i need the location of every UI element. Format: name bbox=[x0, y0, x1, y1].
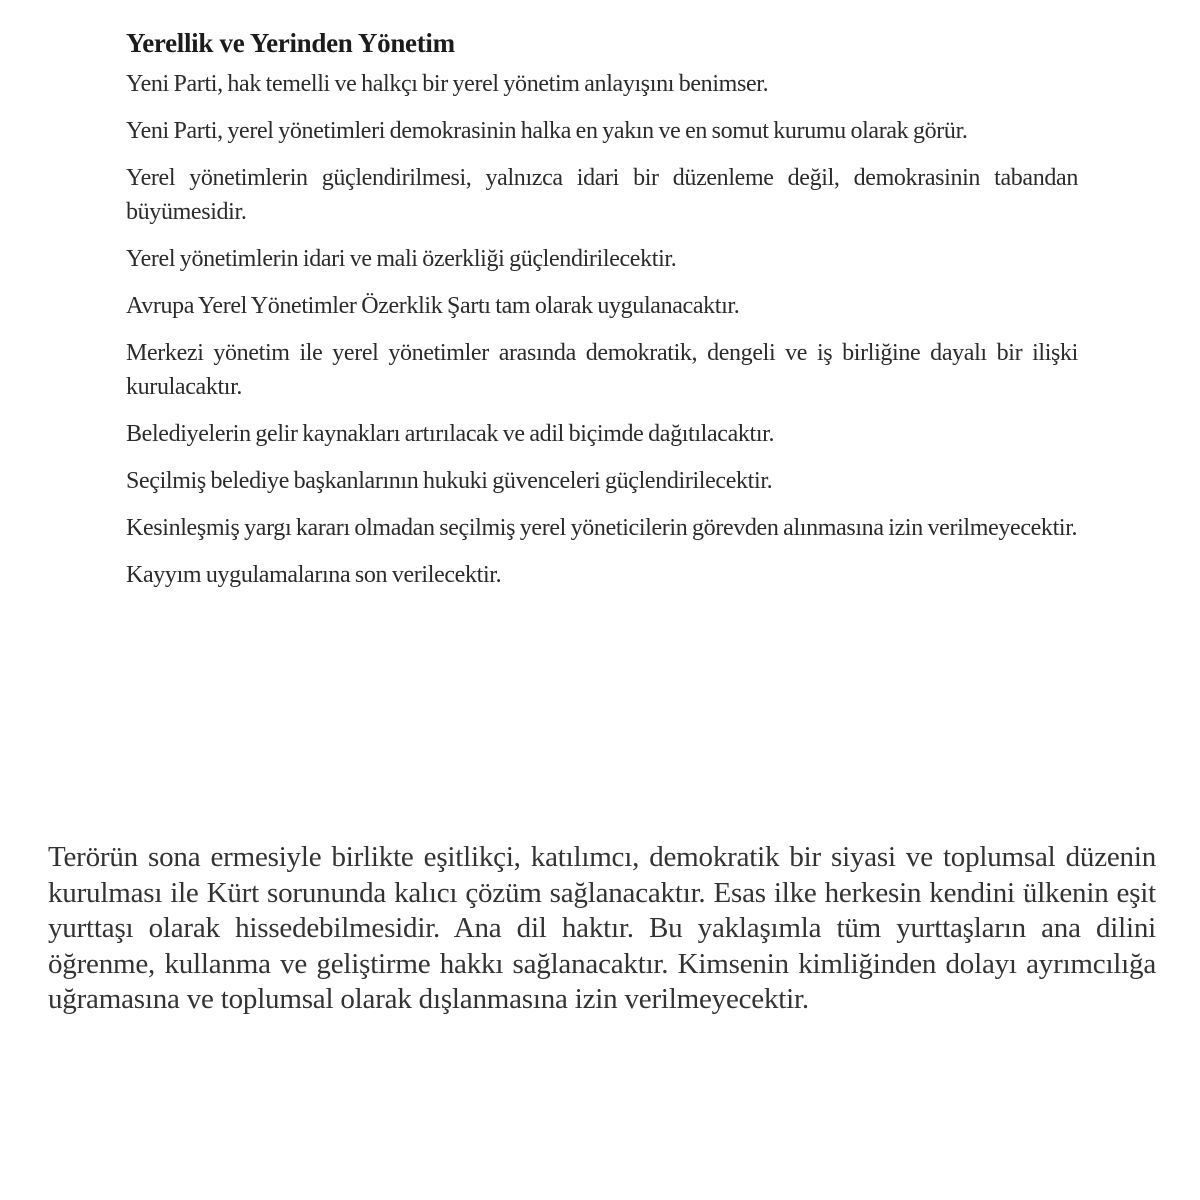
closing-paragraph: Terörün sona ermesiyle birlikte eşitlikçi, katılımcı, demokratik bir siyasi ve toplumsal düzenin kurulması ile Kürt sorununda kalıcı çözüm sağlanacaktır. Esas ilke herkesin kendini ülkenin eşit yurttaşı olarak hissedebilmesidir. Ana dil haktır. Bu yaklaşımla tüm yurttaşların ana dilini öğrenme, kullanma ve geliştirme hakkı sağlanacaktır. Kimsenin kimliğinden dolayı ayrımcılığa uğramasına ve toplumsal olarak dışlanmasına izin verilmeyecektir. bbox=[48, 841, 1156, 1015]
policy-section bbox=[126, 26, 1078, 605]
section-title: Yerellik ve Yerinden Yönetim bbox=[126, 28, 455, 58]
paragraph-8: Seçilmiş belediye başkanlarının hukuki güvenceleri güçlendirilecektir. bbox=[126, 468, 773, 494]
paragraph-1: Yeni Parti, hak temelli ve halkçı bir yerel yönetim anlayışını benimser. bbox=[126, 71, 769, 97]
paragraph-10: Kayyım uygulamalarına son verilecektir. bbox=[126, 562, 502, 588]
paragraph-4: Yerel yönetimlerin idari ve mali özerkliği güçlendirilecektir. bbox=[126, 246, 677, 272]
paragraph-9: Kesinleşmiş yargı kararı olmadan seçilmiş yerel yöneticilerin görevden alınmasına izin verilmeyecektir. bbox=[126, 515, 1078, 541]
paragraph-list bbox=[126, 67, 1078, 592]
paragraph-7: Belediyelerin gelir kaynakları artırılacak ve adil biçimde dağıtılacaktır. bbox=[126, 421, 775, 447]
paragraph-5: Avrupa Yerel Yönetimler Özerklik Şartı tam olarak uygulanacaktır. bbox=[126, 293, 740, 319]
paragraph-6: Merkezi yönetim ile yerel yönetimler arasında demokratik, dengeli ve iş birliğine dayalı bir ilişki kurulacaktır. bbox=[126, 340, 1078, 400]
paragraph-2: Yeni Parti, yerel yönetimleri demokrasinin halka en yakın ve en somut kurumu olarak görür. bbox=[126, 118, 968, 144]
paragraph-3: Yerel yönetimlerin güçlendirilmesi, yalnızca idari bir düzenleme değil, demokrasinin tabandan büyümesidir. bbox=[126, 165, 1078, 225]
